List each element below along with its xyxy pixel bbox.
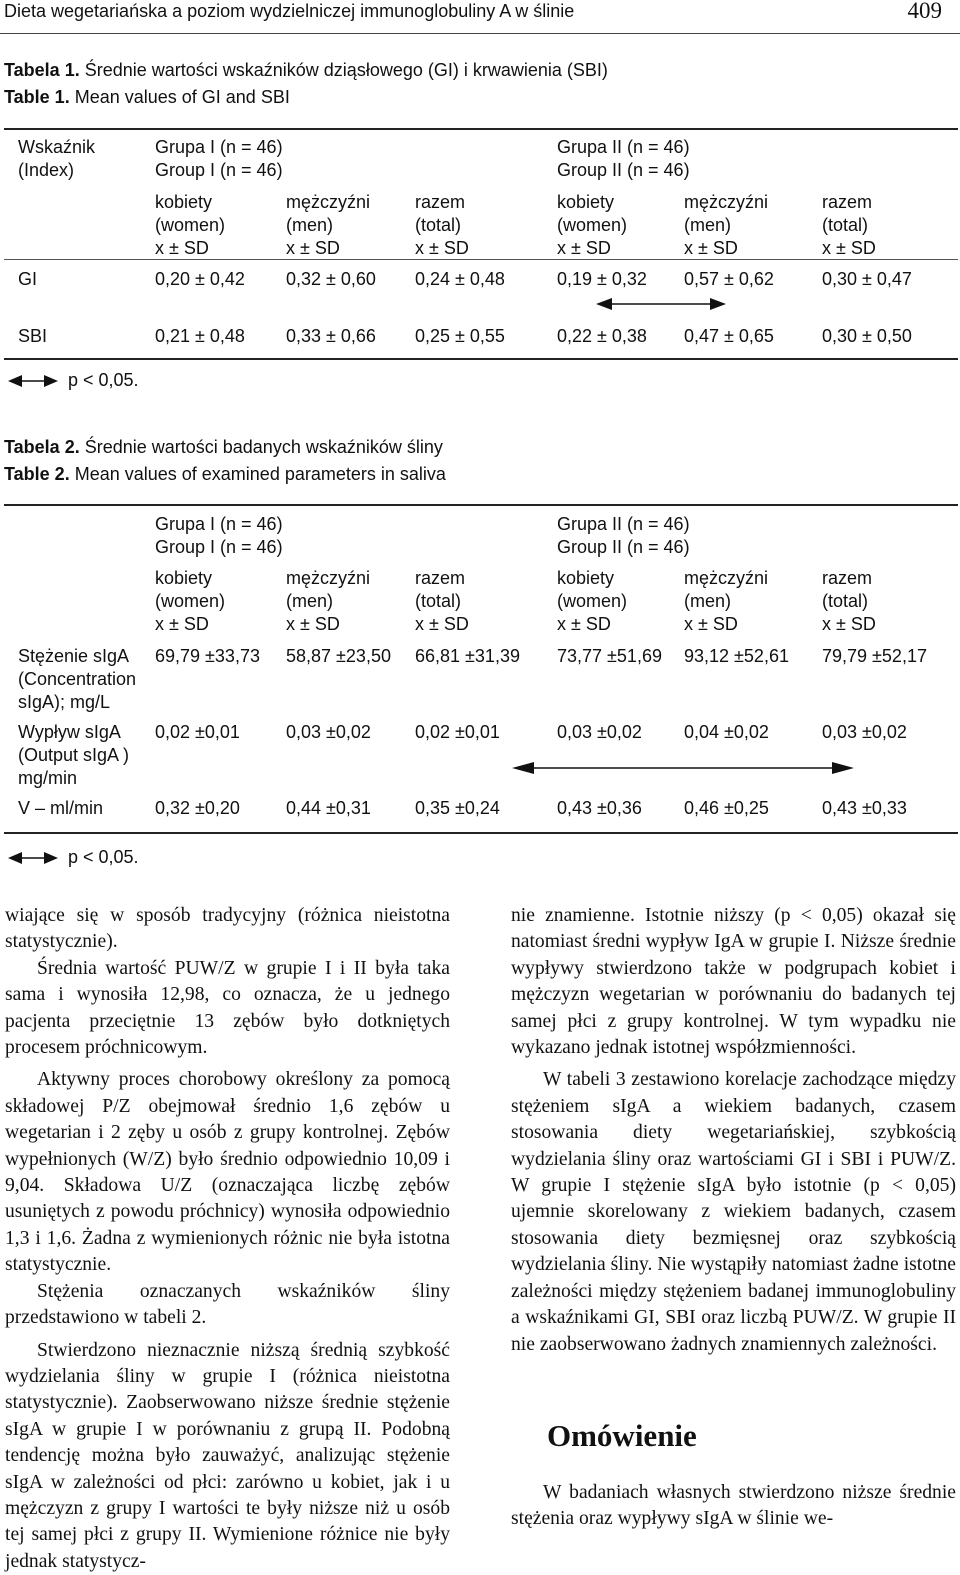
table1-header-rule [4, 259, 958, 260]
row-sbi-label: SBI [18, 325, 47, 348]
row-gi-label: GI [18, 268, 37, 291]
subcol-men-g2: mężczyźni (men) x ± SD [684, 567, 768, 636]
row-concentration-value: 58,87 ±23,50 [286, 645, 391, 668]
group1-header: Grupa I (n = 46) Group I (n = 46) [155, 136, 283, 182]
row-volume-value: 0,32 ±0,20 [155, 797, 240, 820]
row-sbi-value: 0,22 ± 0,38 [557, 325, 647, 348]
group2-header: Grupa II (n = 46) Group II (n = 46) [557, 136, 690, 182]
significance-arrow-icon [596, 293, 726, 315]
index-header: Wskaźnik (Index) [18, 136, 95, 182]
significance-arrow-icon [8, 372, 58, 390]
row-output-value: 0,02 ±0,01 [155, 721, 240, 744]
significance-arrow-icon [512, 757, 854, 779]
row-output-value: 0,03 ±0,02 [557, 721, 642, 744]
table1-caption-en: Table 1. Mean values of GI and SBI [4, 87, 290, 108]
table2 [4, 504, 958, 834]
subcol-total-g2: razem (total) x ± SD [822, 191, 876, 260]
row-output-label: Wypływ sIgA (Output sIgA ) mg/min [18, 721, 129, 790]
row-output-value: 0,03 ±0,02 [822, 721, 907, 744]
legend-text: p < 0,05. [68, 847, 139, 868]
body-column-left [5, 903, 450, 1575]
row-concentration-label: Stężenie sIgA (Concentration sIgA); mg/L [18, 645, 136, 714]
subcol-men-g1: mężczyźni (men) x ± SD [286, 191, 370, 260]
paragraph: Stwierdzono nieznacznie niższą średnią szybkość wydzielania śliny w grupie I (różnica nieistotna statystycznie). Zaobserwowano niższe średnie stężenie sIgA w grupie I w porównaniu z grupą II. Podobną tendencję można było zauważyć, analizując stężenie sIgA w zależności od płci: zarówno u kobiet, jak i u mężczyzn z grupy I wartości te były niższe niż u osób tej samej płci z grupy II. Wymienione różnice nie były jednak statystycz- [5, 1338, 450, 1575]
paragraph: nie znamienne. Istotnie niższy (p < 0,05) okazał się natomiast średni wypływ IgA w grupie I. Niższe średnie wypływy stwierdzono także w podgrupach kobiet i mężczyzn wegetarian w porównaniu do badanych tej samej płci z grupy kontrolnej. W tym wypadku nie wykazano jednak istotnej współzmienności. [511, 903, 956, 1061]
row-gi-value: 0,57 ± 0,62 [684, 268, 774, 291]
row-output-value: 0,03 ±0,02 [286, 721, 371, 744]
row-volume-value: 0,46 ±0,25 [684, 797, 769, 820]
paragraph: Stężenia oznaczanych wskaźników śliny przedstawiono w tabeli 2. [5, 1279, 450, 1332]
row-volume-value: 0,43 ±0,36 [557, 797, 642, 820]
group1-header: Grupa I (n = 46) Group I (n = 46) [155, 513, 283, 559]
paragraph: Średnia wartość PUW/Z w grupie I i II była taka sama i wynosiła 12,98, co oznacza, że u jednego pacjenta przeciętnie 13 zębów było dotkniętych procesem próchnicowym. [5, 956, 450, 1062]
subcol-total-g1: razem (total) x ± SD [415, 191, 469, 260]
row-gi-value: 0,19 ± 0,32 [557, 268, 647, 291]
row-concentration-value: 69,79 ±33,73 [155, 645, 260, 668]
row-output-value: 0,02 ±0,01 [415, 721, 500, 744]
row-gi-value: 0,32 ± 0,60 [286, 268, 376, 291]
group2-header: Grupa II (n = 46) Group II (n = 46) [557, 513, 690, 559]
row-concentration-value: 66,81 ±31,39 [415, 645, 520, 668]
row-sbi-value: 0,33 ± 0,66 [286, 325, 376, 348]
paragraph: wiające się w sposób tradycyjny (różnica nieistotna statystycznie). [5, 903, 450, 956]
row-sbi-value: 0,21 ± 0,48 [155, 325, 245, 348]
table2-legend [8, 847, 139, 868]
section-heading: Omówienie [547, 1420, 956, 1452]
page-number: 409 [908, 0, 943, 24]
row-gi-value: 0,24 ± 0,48 [415, 268, 505, 291]
paragraph: W badaniach własnych stwierdzono niższe średnie stężenia oraz wypływy sIgA w ślinie we- [511, 1480, 956, 1533]
row-volume-value: 0,44 ±0,31 [286, 797, 371, 820]
subcol-men-g2: mężczyźni (men) x ± SD [684, 191, 768, 260]
row-concentration-value: 73,77 ±51,69 [557, 645, 662, 668]
table2-caption-pl: Tabela 2. Średnie wartości badanych wskaźników śliny [4, 437, 443, 458]
paragraph: Aktywny proces chorobowy określony za pomocą składowej P/Z obejmował średnio 1,6 zębów u wegetarian i 2 zęby u osób z grupy kontrolnej. Zębów wypełnionych (W/Z) było średnio odpowiednio 10,09 i 9,04. Składowa U/Z (oznaczająca liczbę zębów usuniętych z powodu próchnicy) wynosiła odpowiednio 1,3 i 1,6. Żadna z wymienionych różnic nie była istotna statystycznie. [5, 1067, 450, 1278]
legend-text: p < 0,05. [68, 370, 139, 391]
subcol-women-g1: kobiety (women) x ± SD [155, 191, 225, 260]
subcol-total-g2: razem (total) x ± SD [822, 567, 876, 636]
row-volume-label: V – ml/min [18, 797, 103, 820]
row-volume-value: 0,43 ±0,33 [822, 797, 907, 820]
row-sbi-value: 0,47 ± 0,65 [684, 325, 774, 348]
subcol-women-g2: kobiety (women) x ± SD [557, 567, 627, 636]
paragraph: W tabeli 3 zestawiono korelacje zachodzące między stężeniem sIgA a wiekiem badanych, czasem stosowania diety wegetariańskiej, szybkością wydzielania śliny oraz wartościami GI i SBI i PUW/Z. W grupie I stężenie sIgA było istotnie (p < 0,05) ujemnie skorelowany z wiekiem badanych, czasem stosowania diety bezmięsnej oraz szybkością wydzielania śliny. Nie wystąpiły natomiast żadne istotne zależności między stężeniem badanej immunoglobuliny a wskaźnikami GI, SBI oraz liczbą PUW/Z. W grupie II nie zaobserwowano żadnych znamiennych zależności. [511, 1067, 956, 1357]
row-gi-value: 0,30 ± 0,47 [822, 268, 912, 291]
subcol-women-g2: kobiety (women) x ± SD [557, 191, 627, 260]
row-concentration-value: 93,12 ±52,61 [684, 645, 789, 668]
table1-legend [8, 370, 139, 391]
row-concentration-value: 79,79 ±52,17 [822, 645, 927, 668]
row-sbi-value: 0,25 ± 0,55 [415, 325, 505, 348]
row-output-value: 0,04 ±0,02 [684, 721, 769, 744]
header-rule [0, 33, 960, 34]
running-title: Dieta wegetariańska a poziom wydzielniczej immunoglobuliny A w ślinie [4, 1, 574, 22]
subcol-women-g1: kobiety (women) x ± SD [155, 567, 225, 636]
row-volume-value: 0,35 ±0,24 [415, 797, 500, 820]
significance-arrow-icon [8, 849, 58, 867]
subcol-men-g1: mężczyźni (men) x ± SD [286, 567, 370, 636]
table1-caption-pl: Tabela 1. Średnie wartości wskaźników dziąsłowego (GI) i krwawienia (SBI) [4, 60, 608, 81]
row-gi-value: 0,20 ± 0,42 [155, 268, 245, 291]
table2-caption-en: Table 2. Mean values of examined parameters in saliva [4, 464, 446, 485]
body-column-right [511, 903, 956, 1533]
row-sbi-value: 0,30 ± 0,50 [822, 325, 912, 348]
subcol-total-g1: razem (total) x ± SD [415, 567, 469, 636]
table1 [4, 128, 958, 360]
